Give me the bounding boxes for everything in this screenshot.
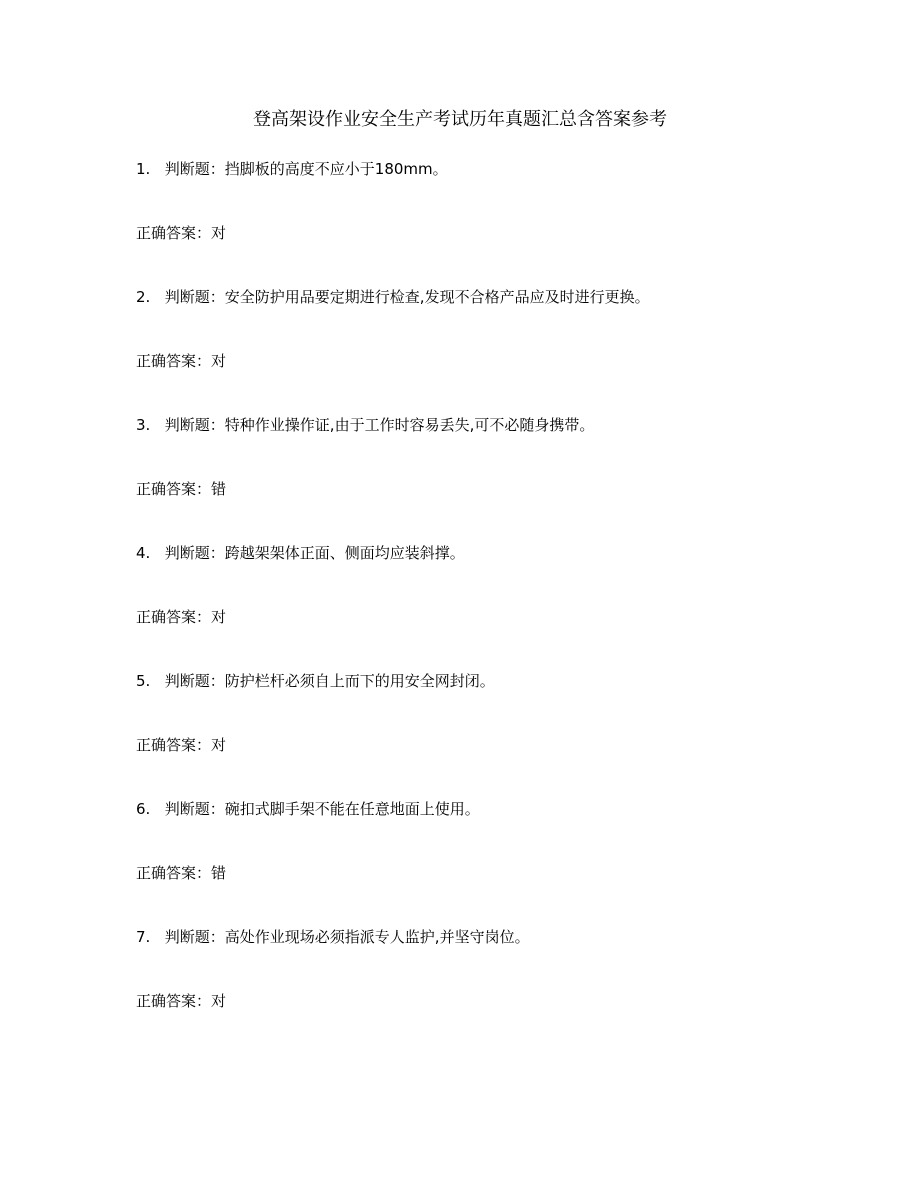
answer-label: 正确答案： [136, 864, 212, 882]
answer-label: 正确答案： [136, 480, 212, 498]
answer-item [136, 349, 876, 373]
question-item [136, 413, 876, 437]
question-number: 6. [136, 800, 151, 818]
question-text: 高处作业现场必须指派专人监护,并坚守岗位。 [224, 928, 530, 946]
answer-value: 对 [211, 992, 227, 1010]
question-item [136, 157, 876, 181]
question-item [136, 541, 876, 565]
answer-label: 正确答案： [136, 352, 212, 370]
question-number: 4. [136, 544, 151, 562]
answer-item [136, 989, 876, 1013]
question-type-label: 判断题： [164, 288, 225, 306]
question-type-label: 判断题： [164, 416, 225, 434]
question-text: 跨越架架体正面、侧面均应装斜撑。 [224, 544, 465, 562]
answer-value: 错 [211, 864, 227, 882]
question-number: 1. [136, 160, 151, 178]
answer-item [136, 733, 876, 757]
question-text: 挡脚板的高度不应小于180mm。 [224, 160, 448, 178]
question-text: 特种作业操作证,由于工作时容易丢失,可不必随身携带。 [224, 416, 595, 434]
question-number: 7. [136, 928, 151, 946]
question-type-label: 判断题： [164, 544, 225, 562]
answer-item [136, 477, 876, 501]
question-type-label: 判断题： [164, 160, 225, 178]
answer-value: 错 [211, 480, 227, 498]
question-item [136, 285, 876, 309]
answer-item [136, 221, 876, 245]
answer-value: 对 [211, 736, 227, 754]
question-type-label: 判断题： [164, 672, 225, 690]
answer-label: 正确答案： [136, 224, 212, 242]
answer-value: 对 [211, 352, 227, 370]
question-number: 3. [136, 416, 151, 434]
question-item [136, 797, 876, 821]
question-type-label: 判断题： [164, 800, 225, 818]
answer-label: 正确答案： [136, 736, 212, 754]
answer-value: 对 [211, 224, 227, 242]
answer-value: 对 [211, 608, 227, 626]
question-list [136, 157, 876, 1053]
question-text: 安全防护用品要定期进行检查,发现不合格产品应及时进行更换。 [224, 288, 650, 306]
question-number: 2. [136, 288, 151, 306]
question-item [136, 925, 876, 949]
question-number: 5. [136, 672, 151, 690]
answer-item [136, 605, 876, 629]
question-text: 碗扣式脚手架不能在任意地面上使用。 [224, 800, 480, 818]
answer-label: 正确答案： [136, 608, 212, 626]
answer-item [136, 861, 876, 885]
question-type-label: 判断题： [164, 928, 225, 946]
question-item [136, 669, 876, 693]
question-text: 防护栏杆必须自上而下的用安全网封闭。 [224, 672, 495, 690]
page-title: 登高架设作业安全生产考试历年真题汇总含答案参考 [253, 109, 667, 130]
answer-label: 正确答案： [136, 992, 212, 1010]
